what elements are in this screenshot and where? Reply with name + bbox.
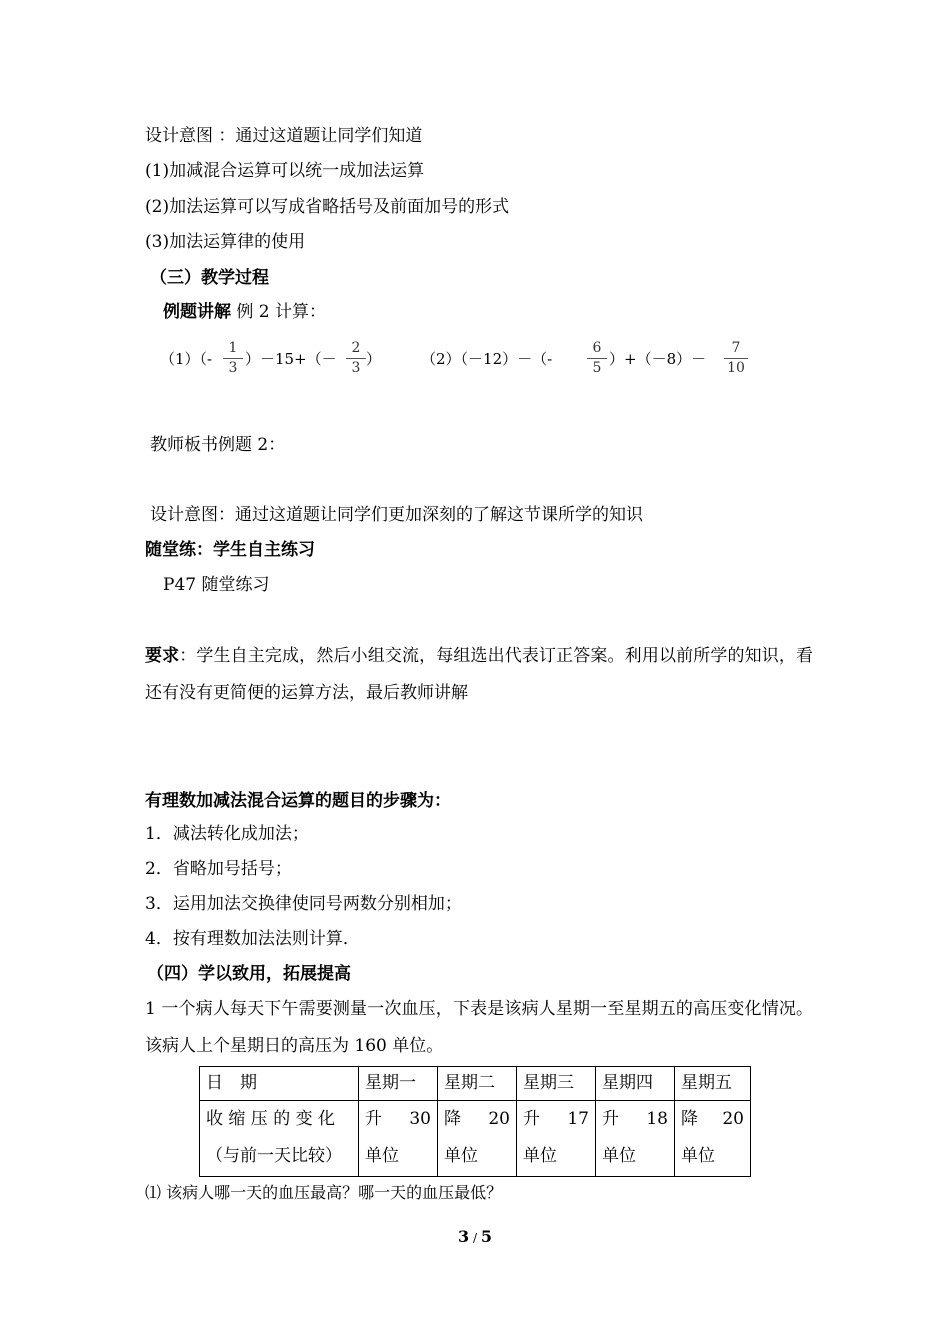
question-1: ⑴ 该病人哪一天的血压最高？哪一天的血压最低？ <box>145 1183 503 1202</box>
cell-unit: 单位 <box>602 1146 636 1166</box>
design-point-1: (1)加减混合运算可以统一成加法运算 <box>145 161 425 181</box>
expr2-part-1: （2）（－12）－（- <box>421 350 553 368</box>
design-point-2: (2)加法运算可以写成省略括号及前面加号的形式 <box>145 197 510 217</box>
header-cell: 日 期 <box>200 1067 359 1101</box>
teacher-board-note: 教师板书例题 2： <box>150 435 286 455</box>
cell-value: 17 <box>567 1109 589 1129</box>
fraction-denominator: 10 <box>727 360 745 376</box>
fraction <box>585 340 609 377</box>
cell-direction: 升 <box>365 1109 382 1129</box>
fraction-numerator: 1 <box>228 340 238 356</box>
fraction <box>722 340 750 377</box>
section-3-heading: （三）教学过程 <box>150 268 269 288</box>
cell-direction: 升 <box>602 1109 619 1129</box>
section-4-heading: （四）学以致用，拓展提高 <box>147 964 351 984</box>
step-2: 2．省略加号括号； <box>145 859 292 879</box>
table-cell <box>438 1101 517 1177</box>
fraction-denominator: 3 <box>228 360 238 376</box>
table-cell <box>596 1101 675 1177</box>
expr2-part-2: ）+（－8）－ <box>609 350 707 368</box>
step-4: 4．按有理数加法法则计算． <box>145 929 360 949</box>
cell-value: 20 <box>488 1109 510 1129</box>
requirement-paragraph <box>145 638 813 712</box>
requirement-text: ：学生自主完成，然后小组交流，每组选出代表订正答案。利用以前所学的知识，看还有没有更简便的运算方法，最后教师讲解 <box>145 646 814 703</box>
expr1-part-2: ）－15+（－ <box>245 350 337 368</box>
page-separator: / <box>469 1231 481 1245</box>
cell-value: 18 <box>646 1109 668 1129</box>
header-cell: 星期三 <box>517 1067 596 1101</box>
fraction-numerator: 2 <box>351 340 361 356</box>
cell-direction: 降 <box>681 1109 698 1129</box>
header-cell: 星期一 <box>359 1067 438 1101</box>
example-label: 例题讲解 <box>163 302 231 322</box>
expr1-part-1: （1）（- <box>160 350 213 368</box>
table-header-row <box>200 1067 751 1101</box>
table-cell <box>359 1101 438 1177</box>
header-cell: 星期四 <box>596 1067 675 1101</box>
page-footer <box>0 1227 950 1246</box>
cell-direction: 降 <box>444 1109 461 1129</box>
cell-unit: 单位 <box>681 1146 715 1166</box>
row-label-line-1: 收 缩 压 的 变 化 <box>206 1109 336 1129</box>
design-intent-title: 设计意图 ：通过这道题让同学们知道 <box>145 126 423 146</box>
fraction <box>221 340 245 377</box>
blood-pressure-table <box>199 1066 751 1177</box>
cell-value: 30 <box>409 1109 431 1129</box>
cell-value: 20 <box>722 1109 744 1129</box>
cell-direction: 升 <box>523 1109 540 1129</box>
table-cell <box>675 1101 751 1177</box>
steps-heading: 有理数加减法混合运算的题目的步骤为： <box>145 791 451 811</box>
practice-item: P47 随堂练习 <box>163 575 270 595</box>
fraction-numerator: 6 <box>592 340 602 356</box>
design-intent-2: 设计意图：通过这道题让同学们更加深刻的了解这节课所学的知识 <box>150 505 643 525</box>
fraction-numerator: 7 <box>731 340 741 356</box>
fraction-denominator: 3 <box>351 360 361 376</box>
step-1: 1．减法转化成加法； <box>145 824 309 844</box>
table-row <box>200 1101 751 1177</box>
example-text: 例 2 计算： <box>231 302 327 322</box>
row-label-line-2: （与前一天比较） <box>206 1146 342 1166</box>
step-3: 3．运用加法交换律使同号两数分别相加； <box>145 894 462 914</box>
fraction-denominator: 5 <box>592 360 602 376</box>
cell-unit: 单位 <box>444 1146 478 1166</box>
requirement-label: 要求 <box>145 646 180 666</box>
fraction <box>344 340 368 377</box>
page-total: 5 <box>480 1227 492 1246</box>
example-line <box>163 300 326 324</box>
page-number: 3 <box>458 1227 470 1246</box>
cell-unit: 单位 <box>365 1146 399 1166</box>
table-cell <box>517 1101 596 1177</box>
problem-paragraph: 1 一个病人每天下午需要测量一次血压，下表是该病人星期一至星期五的高压变化情况。该病人上个星期日的高压为 160 单位。 <box>145 999 813 1056</box>
practice-heading: 随堂练：学生自主练习 <box>145 540 315 560</box>
cell-unit: 单位 <box>523 1146 557 1166</box>
design-point-3: (3)加法运算律的使用 <box>145 232 306 252</box>
row-label-cell <box>200 1101 359 1177</box>
header-cell: 星期五 <box>675 1067 751 1101</box>
header-cell: 星期二 <box>438 1067 517 1101</box>
expr1-part-3: ） <box>366 350 382 368</box>
